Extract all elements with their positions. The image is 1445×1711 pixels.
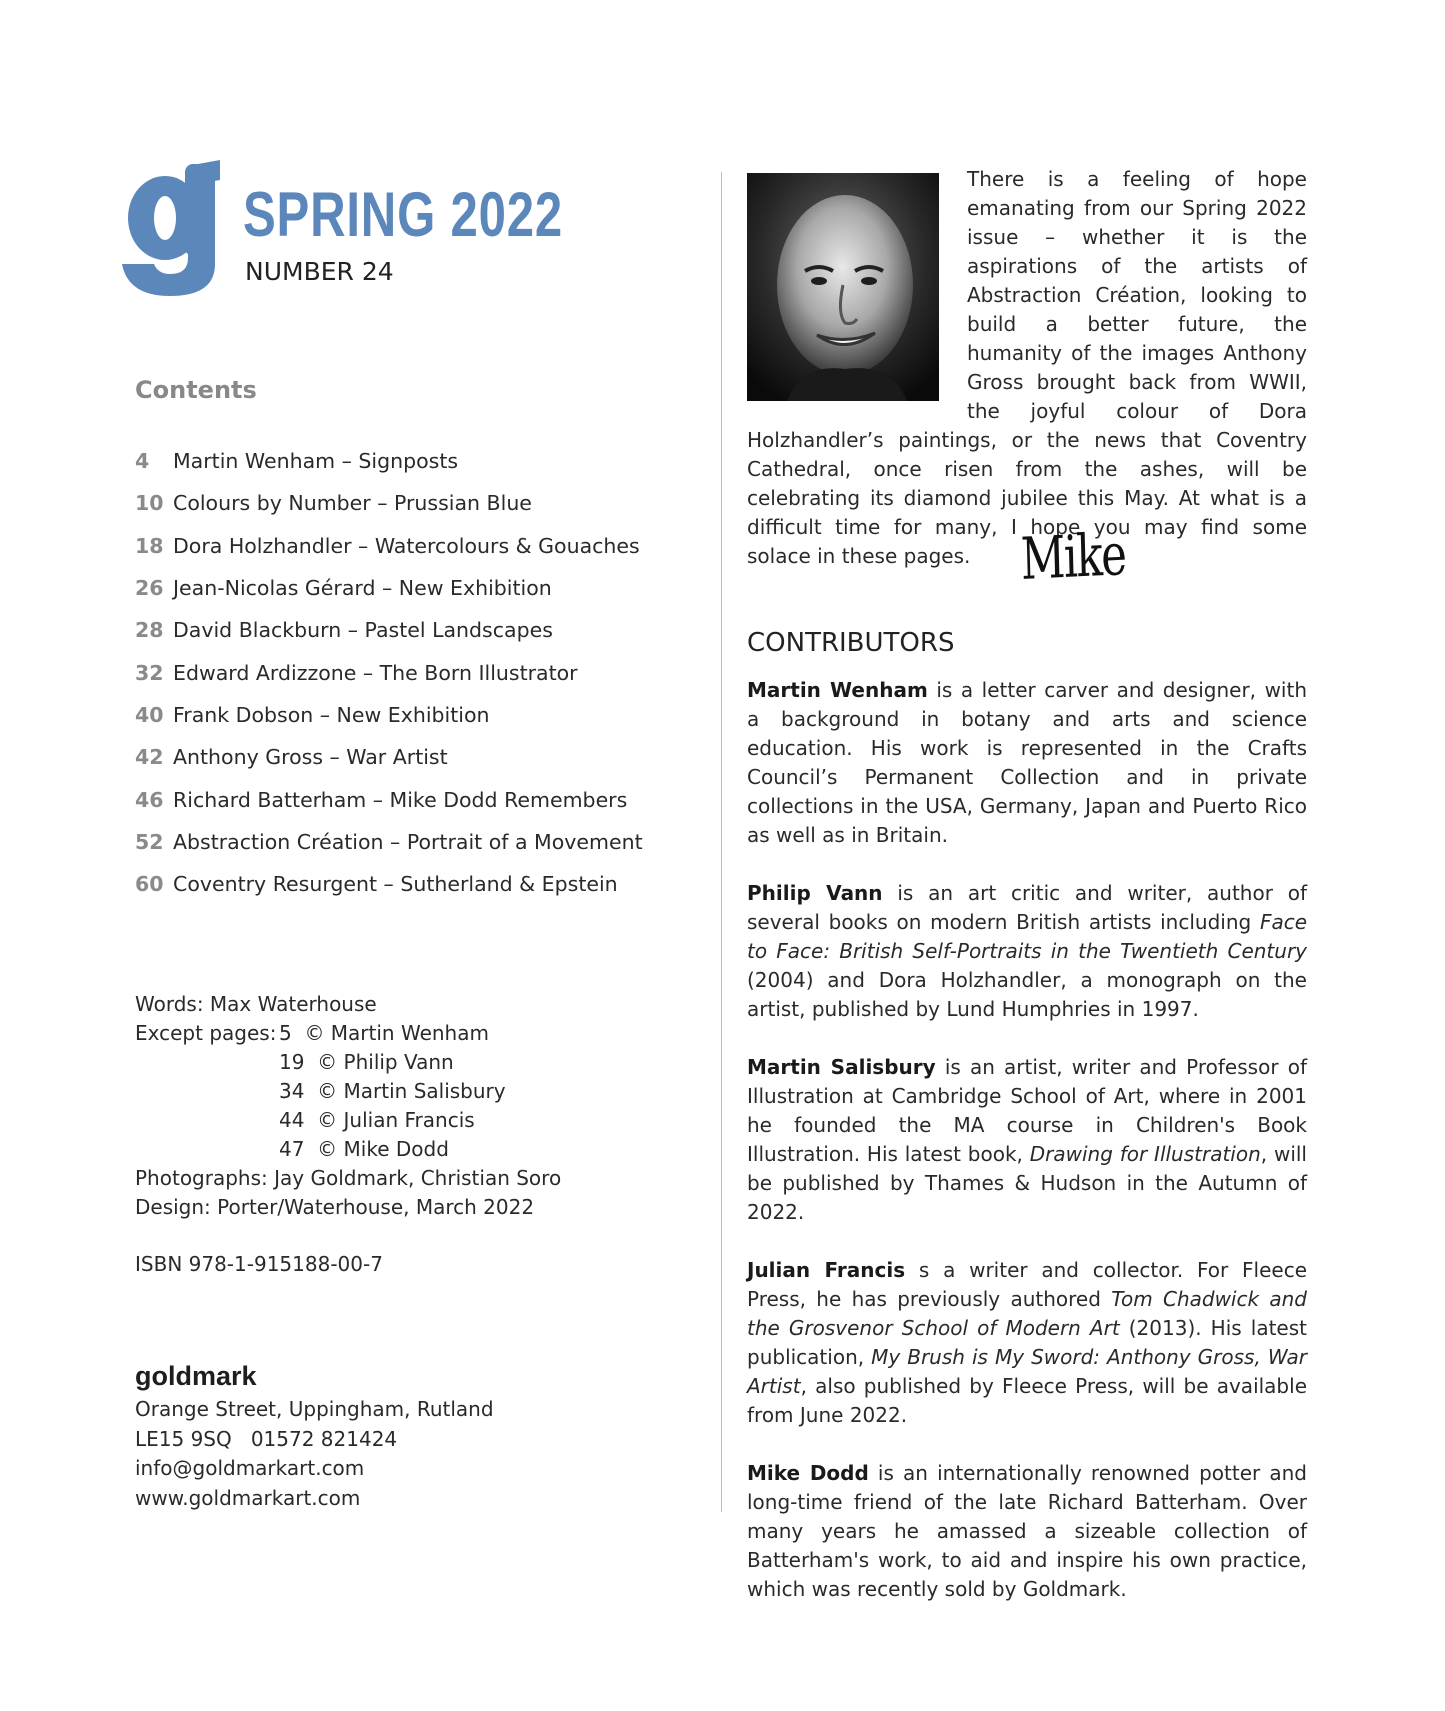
credit-design: Design: Porter/Waterhouse, March 2022: [135, 1195, 535, 1219]
contributors-heading: CONTRIBUTORS: [747, 628, 955, 658]
contents-title: Frank Dobson – New Exhibition: [173, 702, 490, 727]
contents-page-number: 4: [135, 449, 150, 474]
editor-signature: Mike: [1020, 520, 1127, 593]
contributor-bio: (2004) and Dora Holzhandler, a monograph on the artist, published by Lund Humphries in 1997.: [747, 968, 1307, 1021]
credit-exception: 19 © Philip Vann: [279, 1050, 454, 1074]
contents-title: Edward Ardizzone – The Born Illustrator: [173, 660, 578, 685]
contents-page-number: 26: [135, 576, 164, 601]
book-title: My Brush is My Sword: Anthony Gross, War Artist: [747, 1345, 1307, 1398]
credit-words: Words: Max Waterhouse: [135, 992, 377, 1016]
contributor-name: Julian Francis: [747, 1258, 906, 1282]
editorial: [747, 165, 1307, 571]
contents-page-number: 52: [135, 829, 164, 854]
contents-item: [135, 821, 643, 863]
contents-title: Anthony Gross – War Artist: [173, 745, 448, 770]
contents-title: Richard Batterham – Mike Dodd Remembers: [173, 787, 628, 812]
contents-title: Jean-Nicolas Gérard – New Exhibition: [173, 576, 552, 601]
contributor-bio: , also published by Fleece Press, will be available from June 2022.: [747, 1374, 1307, 1427]
contributor-bio: is an art critic and writer, author of several books on modern British artists including: [747, 881, 1307, 934]
contents-page-number: 60: [135, 872, 164, 897]
editorial-text: There is a feeling of hope emanating from our Spring 2022 issue – whether it is the aspirations of the artists of Abstraction Création, looking to build a better future, the humanity of the images Anthony Gross brought back from WWII, the joyful colour of Dora Holzhandler’s paintings, or the news that Coventry Cathedral, once risen from the ashes, will be celebrating its diamond jubilee this May. At what is a difficult time for many, I hope you may find some solace in these pages.: [747, 167, 1307, 568]
contributor-bio: is an artist, writer and Professor of Illustration at Cambridge School of Art, where in 2001 he founded the MA course in Children's Book Illustration. His latest book,: [747, 1055, 1307, 1166]
contributor-name: Martin Salisbury: [747, 1055, 936, 1079]
column-divider: [721, 172, 722, 1512]
contributor-bio: (2013). His latest publication,: [747, 1316, 1307, 1369]
contributor-name: Mike Dodd: [747, 1461, 869, 1485]
issue-number: NUMBER 24: [245, 257, 394, 286]
contents-item: [135, 694, 643, 736]
publisher-postcode-phone: LE15 9SQ 01572 821424: [135, 1426, 398, 1451]
contents-page-number: 28: [135, 618, 164, 643]
contributor-entry: [747, 879, 1307, 1024]
contributor-bio: is a letter carver and designer, with a background in botany and arts and science education. His work is represented in the Crafts Council’s Permanent Collection and in private collections in the USA, Germany, Japan and Puerto Rico as well as in Britain.: [747, 678, 1308, 847]
publisher-name: goldmark: [135, 1361, 257, 1391]
editor-portrait: [747, 173, 939, 401]
contents-title: Dora Holzhandler – Watercolours & Gouaches: [173, 533, 640, 558]
credits-block: [135, 990, 561, 1222]
publisher-address: Orange Street, Uppingham, Rutland: [135, 1397, 494, 1421]
contributor-name: Philip Vann: [747, 881, 883, 905]
contributor-entry: [747, 1459, 1307, 1604]
contents-page-number: 32: [135, 660, 164, 685]
isbn: ISBN 978-1-915188-00-7: [135, 1252, 383, 1276]
contributor-bio: is an internationally renowned potter and long-time friend of the late Richard Batterham. Over many years he amassed a sizeable collection of Batterham's work, to aid and inspire his own practice, which was recently sold by Goldmark.: [747, 1461, 1307, 1601]
contributor-entry: [747, 676, 1307, 850]
contents-item: [135, 609, 643, 651]
contributor-name: Martin Wenham: [747, 678, 928, 702]
goldmark-g-logo: [118, 160, 228, 298]
contents-page-number: 46: [135, 787, 164, 812]
book-title: Tom Chadwick and the Grosvenor School of Modern Art: [747, 1287, 1308, 1340]
publisher-website[interactable]: www.goldmarkart.com: [135, 1485, 361, 1510]
contributor-bio: s a writer and collector. For Fleece Press, he has previously authored: [747, 1258, 1308, 1311]
contents-item: [135, 651, 643, 693]
contributor-bio: , will be published by Thames & Hudson in the Autumn of 2022.: [747, 1142, 1307, 1224]
contents-title: Martin Wenham – Signposts: [173, 449, 459, 474]
credit-exception: 44 © Julian Francis: [279, 1108, 475, 1132]
contributor-entry: [747, 1256, 1307, 1430]
contents-page-number: 40: [135, 702, 164, 727]
credit-except-row: [135, 1019, 561, 1048]
contents-item: [135, 440, 643, 482]
contributors-list: [747, 676, 1307, 1633]
contributor-entry: [747, 1053, 1307, 1227]
book-title: Face to Face: British Self-Portraits in the Twentieth Century: [747, 910, 1307, 963]
contents-page-number: 10: [135, 491, 164, 516]
contents-item: [135, 778, 643, 820]
publisher-email[interactable]: info@goldmarkart.com: [135, 1456, 365, 1480]
credit-except-label: Except pages:: [135, 1021, 277, 1045]
contents-item: [135, 482, 643, 524]
credit-exception: 5 © Martin Wenham: [279, 1021, 489, 1045]
issue-title: SPRING 2022: [243, 180, 563, 250]
contents-title: Abstraction Création – Portrait of a Movement: [173, 829, 643, 854]
publisher-block: [135, 1360, 494, 1513]
contents-item: [135, 525, 643, 567]
contents-list: [135, 440, 643, 905]
contents-title: Colours by Number – Prussian Blue: [173, 491, 532, 516]
contents-title: Coventry Resurgent – Sutherland & Epstein: [173, 872, 618, 897]
credit-photographs: Photographs: Jay Goldmark, Christian Soro: [135, 1166, 562, 1190]
credit-exception: 47 © Mike Dodd: [279, 1137, 449, 1161]
contents-item: [135, 863, 643, 905]
credit-exception: 34 © Martin Salisbury: [279, 1079, 506, 1103]
contents-heading: Contents: [135, 376, 257, 404]
contents-page-number: 18: [135, 533, 164, 558]
contents-title: David Blackburn – Pastel Landscapes: [173, 618, 553, 643]
book-title: Drawing for Illustration: [1029, 1142, 1261, 1166]
contents-page-number: 42: [135, 745, 164, 770]
contents-item: [135, 736, 643, 778]
contents-item: [135, 567, 643, 609]
